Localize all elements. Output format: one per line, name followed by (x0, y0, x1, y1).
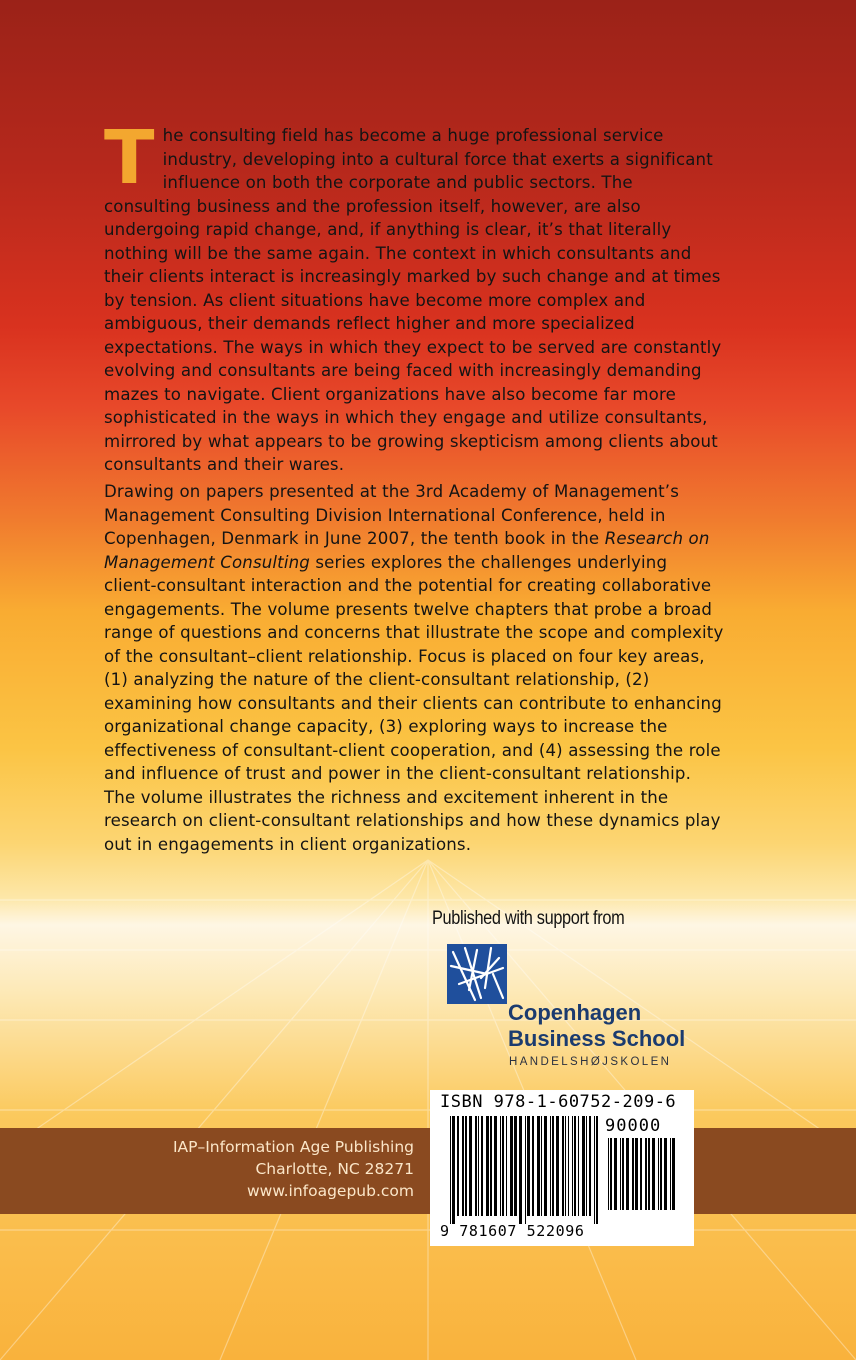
barcode-bar (514, 1116, 517, 1216)
barcode-bar (475, 1116, 477, 1216)
barcode-bar (544, 1116, 547, 1216)
barcode-bar (562, 1116, 564, 1216)
publisher-band (0, 1128, 856, 1214)
barcode-bar (645, 1138, 647, 1210)
barcode-bar (452, 1116, 455, 1224)
barcode-bar (450, 1116, 451, 1224)
barcode-bar (565, 1116, 566, 1216)
addon-barcode (608, 1138, 678, 1218)
barcode-bar (578, 1116, 579, 1216)
cbs-name-line-1: Copenhagen (508, 1000, 642, 1025)
ean-digits: 9 781607 522096 (440, 1222, 585, 1240)
barcode-bar (620, 1138, 621, 1210)
price-code: 90000 (605, 1116, 662, 1136)
barcode-bar (596, 1116, 598, 1224)
paragraph-2-intro: Drawing on papers presented at the 3rd Academy of Management’s Management Consulting Division International Conference, held in Copenhagen, Denmark in June 2007, the tenth book in the (104, 482, 680, 548)
cbs-name-line-2: Business School (508, 1026, 686, 1051)
barcode-bar (502, 1116, 504, 1216)
barcode-bar (494, 1116, 497, 1216)
barcode-bar (664, 1138, 667, 1210)
barcode-bar (594, 1116, 595, 1224)
support-label: Published with support from (432, 908, 625, 929)
barcode-bar (672, 1138, 675, 1210)
description-paragraph-1 (104, 115, 724, 477)
barcode-bar (541, 1116, 542, 1216)
barcode-bar (589, 1116, 591, 1216)
barcode-bar (610, 1138, 612, 1210)
barcode-bar (582, 1116, 585, 1216)
barcode-bar (572, 1116, 573, 1216)
barcode-bar (527, 1116, 530, 1216)
barcode-bar (640, 1138, 642, 1210)
isbn-number: ISBN 978-1-60752-209-6 (440, 1092, 677, 1112)
barcode-bar (632, 1138, 634, 1210)
barcode-bar (552, 1116, 554, 1216)
publisher-website: www.infoagepub.com (246, 1182, 414, 1200)
barcode-bar (462, 1116, 464, 1216)
barcode-bar (658, 1138, 659, 1210)
barcode-bar (622, 1138, 624, 1210)
cbs-subtitle: HANDELSHØJSKOLEN (509, 1056, 672, 1068)
barcode-bar (586, 1116, 587, 1216)
barcode-bar (506, 1116, 507, 1216)
drop-cap: T (104, 115, 155, 201)
cbs-name (508, 1000, 685, 1052)
barcode-bar (556, 1116, 559, 1216)
barcode-bar (550, 1116, 551, 1216)
series-title: Research on Management Consulting (104, 529, 710, 572)
barcode-bar (608, 1138, 609, 1210)
barcode-bar (481, 1116, 483, 1216)
barcode-bar (574, 1116, 576, 1216)
publisher-address: Charlotte, NC 28271 (255, 1160, 414, 1178)
barcode-bar (525, 1116, 526, 1224)
barcode-bar (500, 1116, 501, 1216)
barcode-bar (532, 1116, 534, 1216)
cbs-logo-icon (447, 944, 507, 1004)
barcode-bar (626, 1138, 629, 1210)
barcode-bar (469, 1116, 472, 1216)
paragraph-2-body: series explores the challenges underlying client-consultant interaction and the potential for creating collaborative engagements. The volume presents twelve chapters that probe a broad range of questions and concerns that illustrate the scope and complexity of the consultant–client relationship. Focus is placed on four key areas, (1) analyzing the nature of the client-consultant relationship, (2) examining how consultants and their clients can contribute to enhancing organizational change capacity, (3) exploring ways to increase the effectiveness of consultant-client cooperation, and (4) assessing the role and influence of trust and power in the client-consultant relationship. The volume illustrates the richness and excitement inherent in the research on client-consultant relationships and how these dynamics play out in engagements in client organizations. (104, 552, 724, 854)
paragraph-1-text: he consulting field has become a huge professional service industry, developing into a cultural force that exerts a significant influence on both the corporate and public sectors. The consulting business and the profession itself, however, are also undergoing rapid change, and, if anything is clear, it’s that literally nothing will be the same again. The context in which consultants and their clients interact is increasingly marked by such change and at times by tension. As client situations have become more complex and ambiguous, their demands reflect higher and more specialized expectations. The ways in which they expect to be served are constantly evolving and consultants are being faced with increasingly demanding mazes to navigate. Client organizations have also become far more sophisticated in the ways in which they engage and utilize consultants, mirrored by what appears to be growing skepticism among clients about consultants and their wares. (104, 126, 722, 474)
barcode-bar (457, 1116, 459, 1216)
barcode-bar (648, 1138, 650, 1210)
barcode-bar (465, 1116, 467, 1216)
barcode-bar (635, 1138, 638, 1210)
barcode-bar (568, 1116, 569, 1216)
barcode-bar (486, 1116, 489, 1216)
barcode-bar (614, 1138, 617, 1210)
barcode-bar (660, 1138, 662, 1210)
barcode-box (430, 1090, 694, 1246)
barcode-bar (490, 1116, 492, 1216)
description-paragraph-2 (104, 480, 724, 856)
barcode-bar (670, 1138, 671, 1210)
ean-barcode (450, 1116, 600, 1224)
barcode-bar (510, 1116, 513, 1216)
barcode-bar (537, 1116, 540, 1216)
publisher-info (173, 1136, 414, 1202)
barcode-bar (652, 1138, 655, 1210)
publisher-name: IAP–Information Age Publishing (172, 1138, 414, 1156)
barcode-bar (478, 1116, 479, 1216)
barcode-bar (519, 1116, 522, 1224)
